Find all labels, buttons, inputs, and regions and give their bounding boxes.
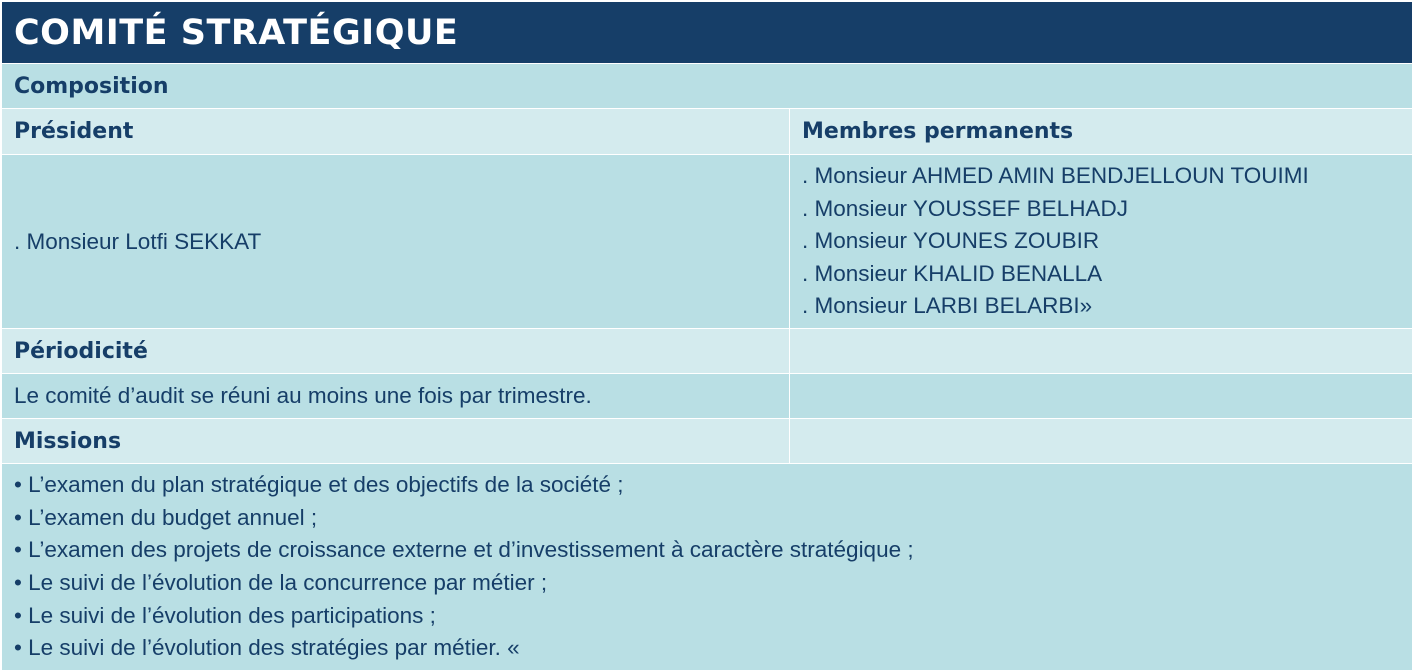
- president-heading: Président: [14, 119, 134, 144]
- member-item: . Monsieur YOUSSEF BELHADJ: [802, 195, 1128, 221]
- missions-content-row: [2, 464, 1412, 670]
- missions-list: [2, 464, 1412, 670]
- comite-strategique-table: [2, 2, 1412, 670]
- mission-item: • L’examen des projets de croissance externe et d’investissement à caractère stratégique ;: [14, 537, 914, 563]
- composition-row: [2, 64, 1412, 109]
- periodicite-heading-cell: [2, 329, 790, 373]
- member-item: . Monsieur KHALID BENALLA: [802, 260, 1103, 286]
- mission-item: • L’examen du budget annuel ;: [14, 504, 318, 530]
- mission-item: • Le suivi de l’évolution de la concurrence par métier ;: [14, 570, 548, 595]
- president-name: . Monsieur Lotfi SEKKAT: [14, 228, 262, 254]
- composition-content-row: [2, 155, 1412, 329]
- periodicite-content-row: [2, 374, 1412, 419]
- president-cell: [2, 155, 790, 328]
- composition-heading-cell: [2, 64, 1412, 108]
- empty-cell: [790, 419, 1412, 463]
- empty-cell: [790, 374, 1412, 418]
- composition-subheader-row: [2, 109, 1412, 155]
- missions-heading-row: [2, 419, 1412, 464]
- member-item: . Monsieur YOUNES ZOUBIR: [802, 228, 1100, 254]
- periodicite-text: Le comité d’audit se réuni au moins une fois par trimestre.: [14, 383, 592, 408]
- composition-heading: Composition: [14, 73, 169, 99]
- periodicite-text-cell: [2, 374, 790, 418]
- members-heading: Membres permanents: [802, 119, 1074, 144]
- missions-heading: Missions: [14, 428, 122, 454]
- title-bar: [2, 2, 1412, 64]
- table-title: COMITÉ STRATÉGIQUE: [14, 12, 459, 53]
- mission-item: • Le suivi de l’évolution des participations ;: [14, 602, 436, 628]
- empty-cell: [790, 329, 1412, 373]
- mission-item: • Le suivi de l’évolution des stratégies par métier. «: [14, 635, 520, 661]
- member-item: . Monsieur LARBI BELARBI»: [802, 293, 1093, 319]
- periodicite-heading: Périodicité: [14, 338, 148, 364]
- president-heading-cell: [2, 109, 790, 154]
- mission-item: • L’examen du plan stratégique et des objectifs de la société ;: [14, 471, 624, 497]
- member-item: . Monsieur AHMED AMIN BENDJELLOUN TOUIMI: [802, 163, 1309, 189]
- members-heading-cell: [790, 109, 1412, 154]
- periodicite-heading-row: [2, 329, 1412, 374]
- members-cell: [790, 155, 1412, 328]
- missions-heading-cell: [2, 419, 790, 463]
